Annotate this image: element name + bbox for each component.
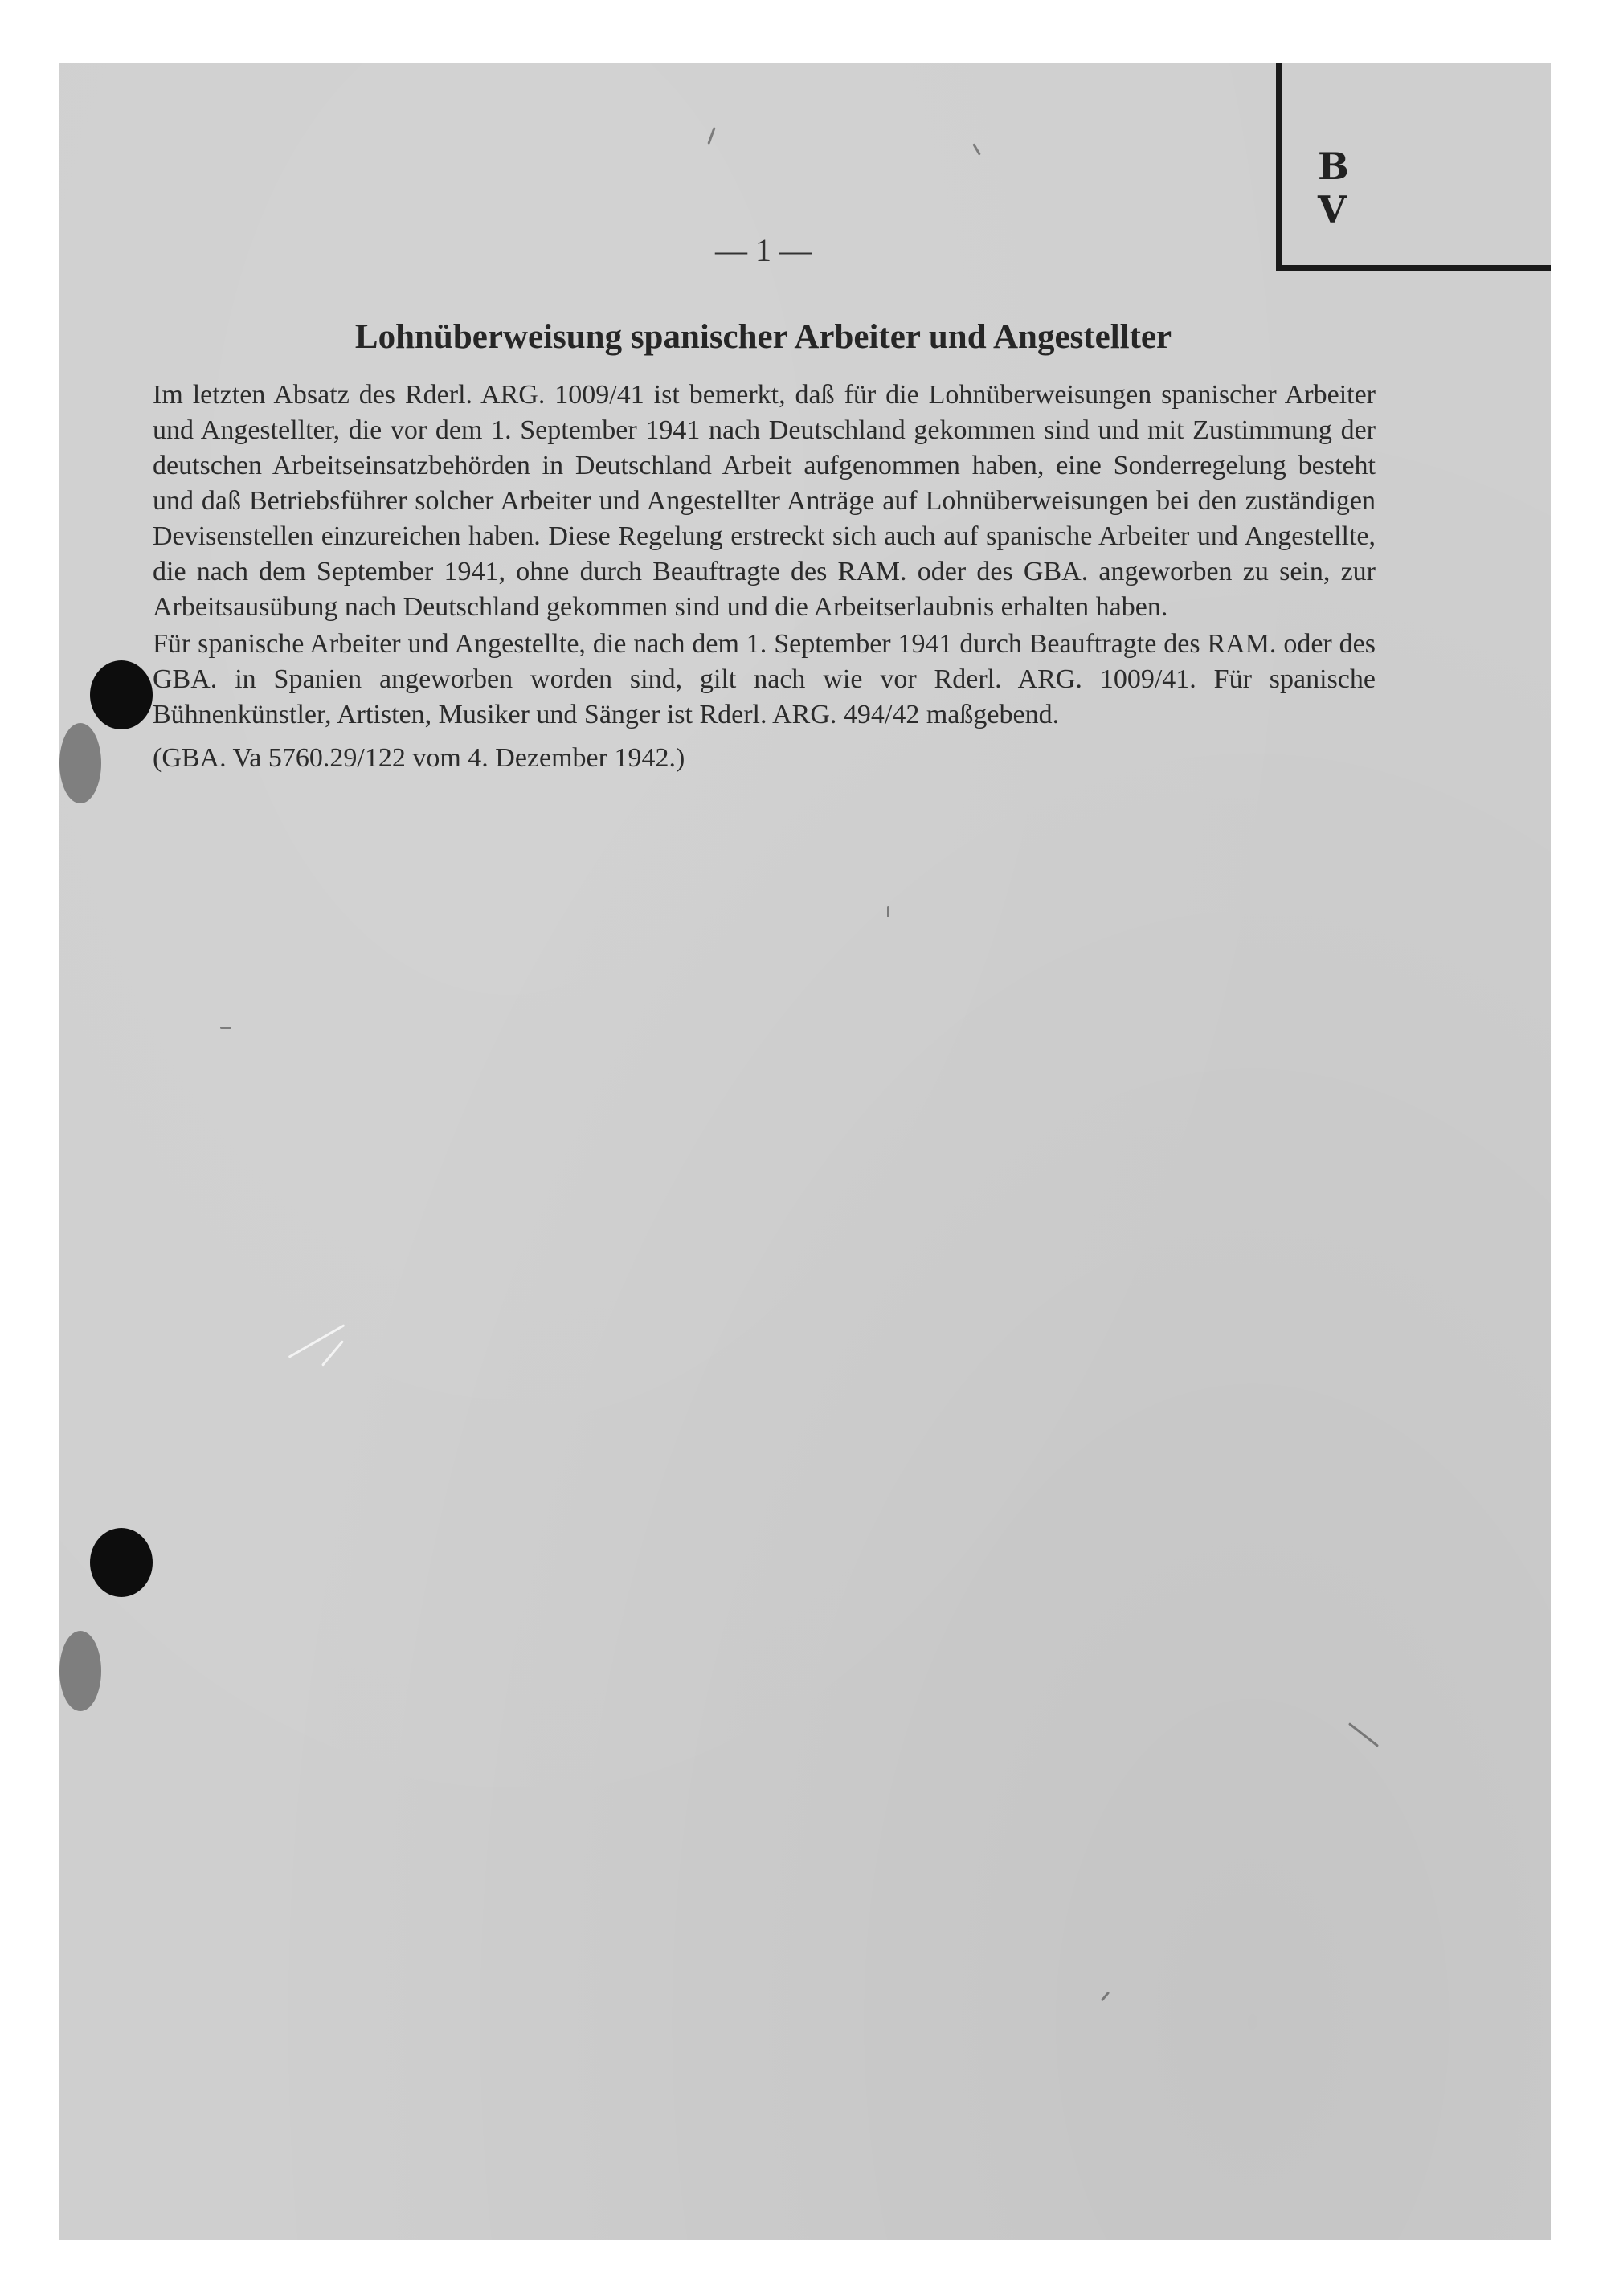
paper-speck [707,127,715,145]
paper-speck [220,1027,231,1029]
corner-frame-vertical [1276,63,1282,270]
section-stamp: B V [1318,145,1357,231]
document-body [153,378,1376,778]
paper-scratch [321,1340,344,1367]
paper-speck [972,143,981,155]
paper-speck [887,906,889,917]
punch-hole-shadow [59,1631,101,1711]
paper-speck [1348,1722,1379,1747]
punch-hole [90,1528,153,1597]
paper-speck [1101,1992,1110,2002]
page-number: — 1 — [715,232,812,268]
paragraph-1: Im letzten Absatz des Rderl. ARG. 1009/41 ist bemerkt, daß für die Lohnüberweisungen spanischer Arbeiter und Angestellter, die vor dem 1. September 1941 nach Deutschland gekommen sind und mit Zustimmung der deutschen Arbeitseinsatzbehörden in Deutschland Arbeit aufgenommen haben, eine Sonderregelung besteht und daß Betriebsführer solcher Arbeiter und Angestellter Anträge auf Lohnüberweisungen bei den zuständigen Devisenstellen einzureichen haben. Diese Regelung erstreckt sich auch auf spanische Arbeiter und Angestellte, die nach dem September 1941, ohne durch Beauftragte des RAM. oder des GBA. angeworben zu sein, zur Arbeitsausübung nach Deutschland gekommen sind und die Arbeitserlaubnis erhalten haben. [153,380,1376,622]
punch-hole-shadow [59,723,101,803]
punch-hole [90,660,153,729]
reference-line: (GBA. Va 5760.29/122 vom 4. Dezember 1942.) [153,743,685,773]
corner-frame-horizontal [1276,265,1551,271]
document-title: Lohnüberweisung spanischer Arbeiter und Angestellter [354,318,1172,356]
paragraph-2: Für spanische Arbeiter und Angestellte, die nach dem 1. September 1941 durch Beauftragte des RAM. oder des GBA. in Spanien angeworben worden sind, gilt nach wie vor Rderl. ARG. 1009/41. Für spanische Bühnenkünstler, Artisten, Musiker und Sänger ist Rderl. ARG. 494/42 maßgebend. [153,629,1376,729]
paper-scratch [288,1324,346,1358]
